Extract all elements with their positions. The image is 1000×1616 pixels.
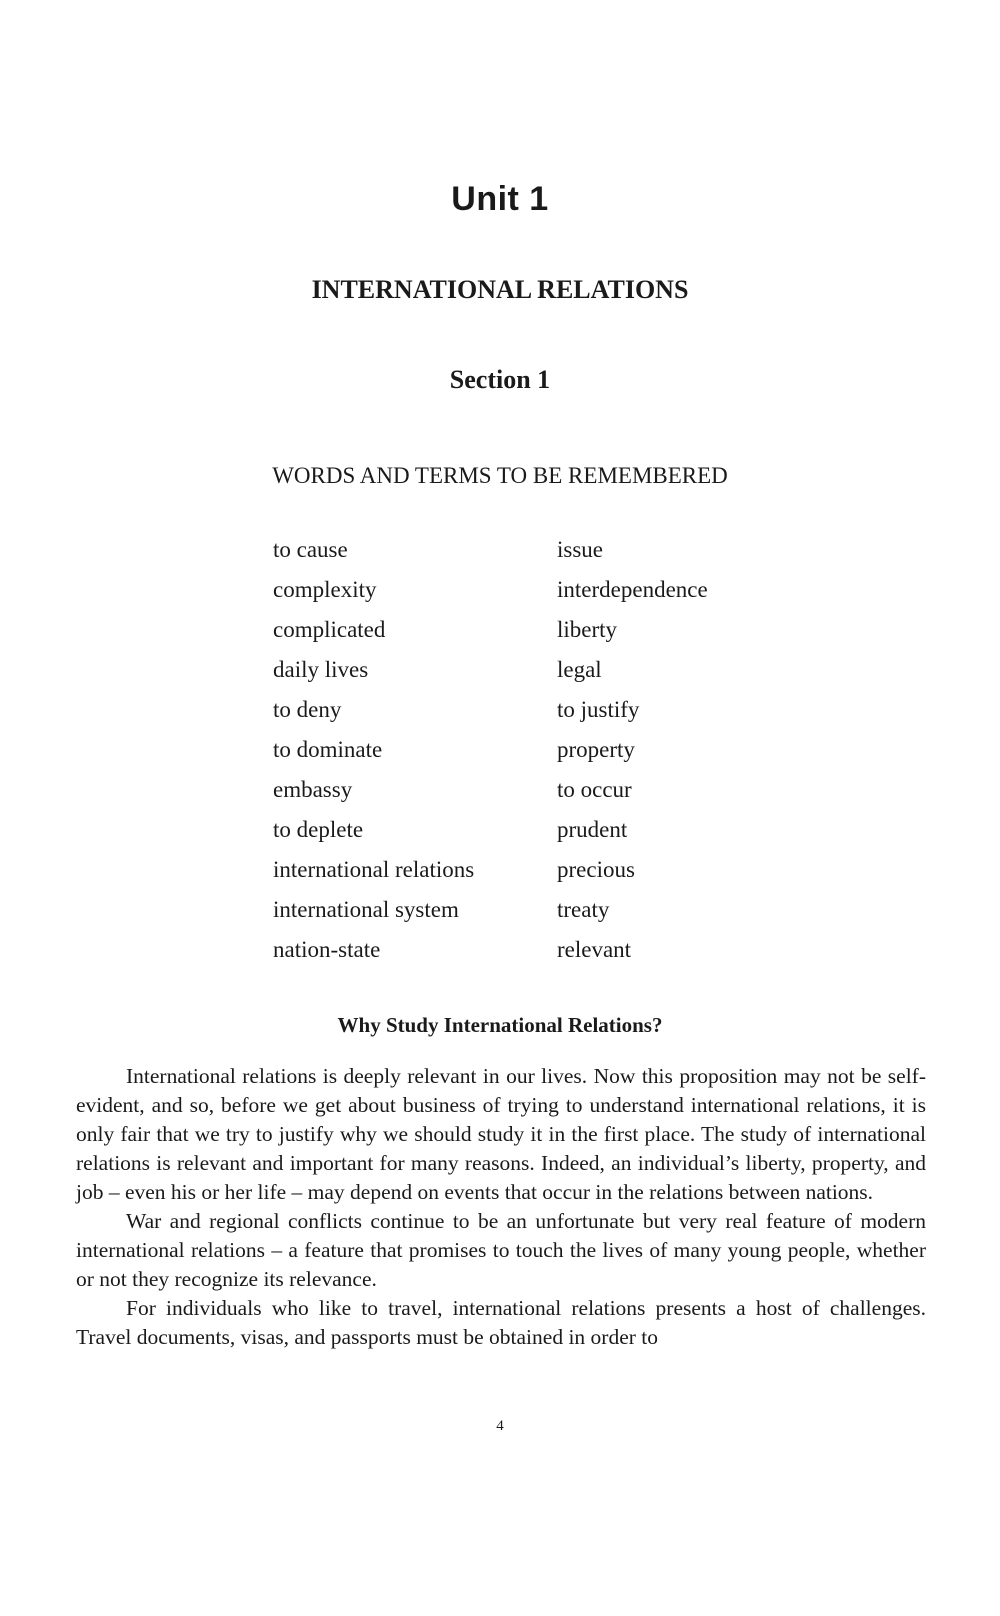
vocabulary-item: legal — [557, 657, 602, 682]
vocabulary-item: precious — [557, 857, 635, 882]
vocabulary-item: to justify — [557, 697, 640, 722]
vocabulary-item: relevant — [557, 937, 632, 962]
vocabulary-item: to cause — [273, 537, 348, 562]
vocabulary-item: issue — [557, 537, 603, 562]
section-title: Section 1 — [449, 365, 551, 394]
vocabulary-item: prudent — [557, 817, 628, 842]
vocabulary-item: international system — [273, 897, 459, 922]
vocabulary-item: treaty — [557, 897, 610, 922]
vocabulary-item: daily lives — [273, 657, 369, 682]
vocabulary-item: nation-state — [273, 937, 381, 962]
vocabulary-item: to dominate — [273, 737, 383, 762]
vocabulary-list-right — [557, 530, 708, 970]
paragraph: For individuals who like to travel, international relations presents a host of challenges. Travel documents, visas, and passports must be obtained in order to — [76, 1296, 926, 1349]
vocabulary-item: interdependence — [557, 577, 708, 602]
body-text — [76, 1062, 926, 1352]
vocabulary-list-left — [273, 530, 474, 970]
words-heading: WORDS AND TERMS TO BE REMEMBERED — [272, 463, 728, 488]
page-number: 4 — [496, 1418, 504, 1434]
vocabulary-item: complicated — [273, 617, 386, 642]
unit-title: Unit 1 — [451, 180, 549, 218]
paragraph: International relations is deeply relevant in our lives. Now this proposition may not be self-evident, and so, before we get about business of trying to understand international relations, it is only fair that we try to justify why we should study it in the first place. The study of international relations is relevant and important for many reasons. Indeed, an individual’s liberty, property, and job – even his or her life – may depend on events that occur in the relations between nations. — [76, 1064, 926, 1204]
vocabulary-item: international relations — [273, 857, 475, 882]
vocabulary-item: to deplete — [273, 817, 364, 842]
vocabulary-item: property — [557, 737, 635, 762]
vocabulary-item: to occur — [557, 777, 632, 802]
chapter-title: INTERNATIONAL RELATIONS — [311, 275, 689, 304]
vocabulary-item: to deny — [273, 697, 342, 722]
vocabulary-item: liberty — [557, 617, 618, 642]
paragraph: War and regional conflicts continue to be an unfortunate but very real feature of modern international relations – a feature that promises to touch the lives of many young people, whether or not they recognize its relevance. — [76, 1209, 926, 1291]
vocabulary-item: embassy — [273, 777, 353, 802]
vocabulary-item: complexity — [273, 577, 377, 602]
subsection-heading: Why Study International Relations? — [337, 1013, 663, 1037]
